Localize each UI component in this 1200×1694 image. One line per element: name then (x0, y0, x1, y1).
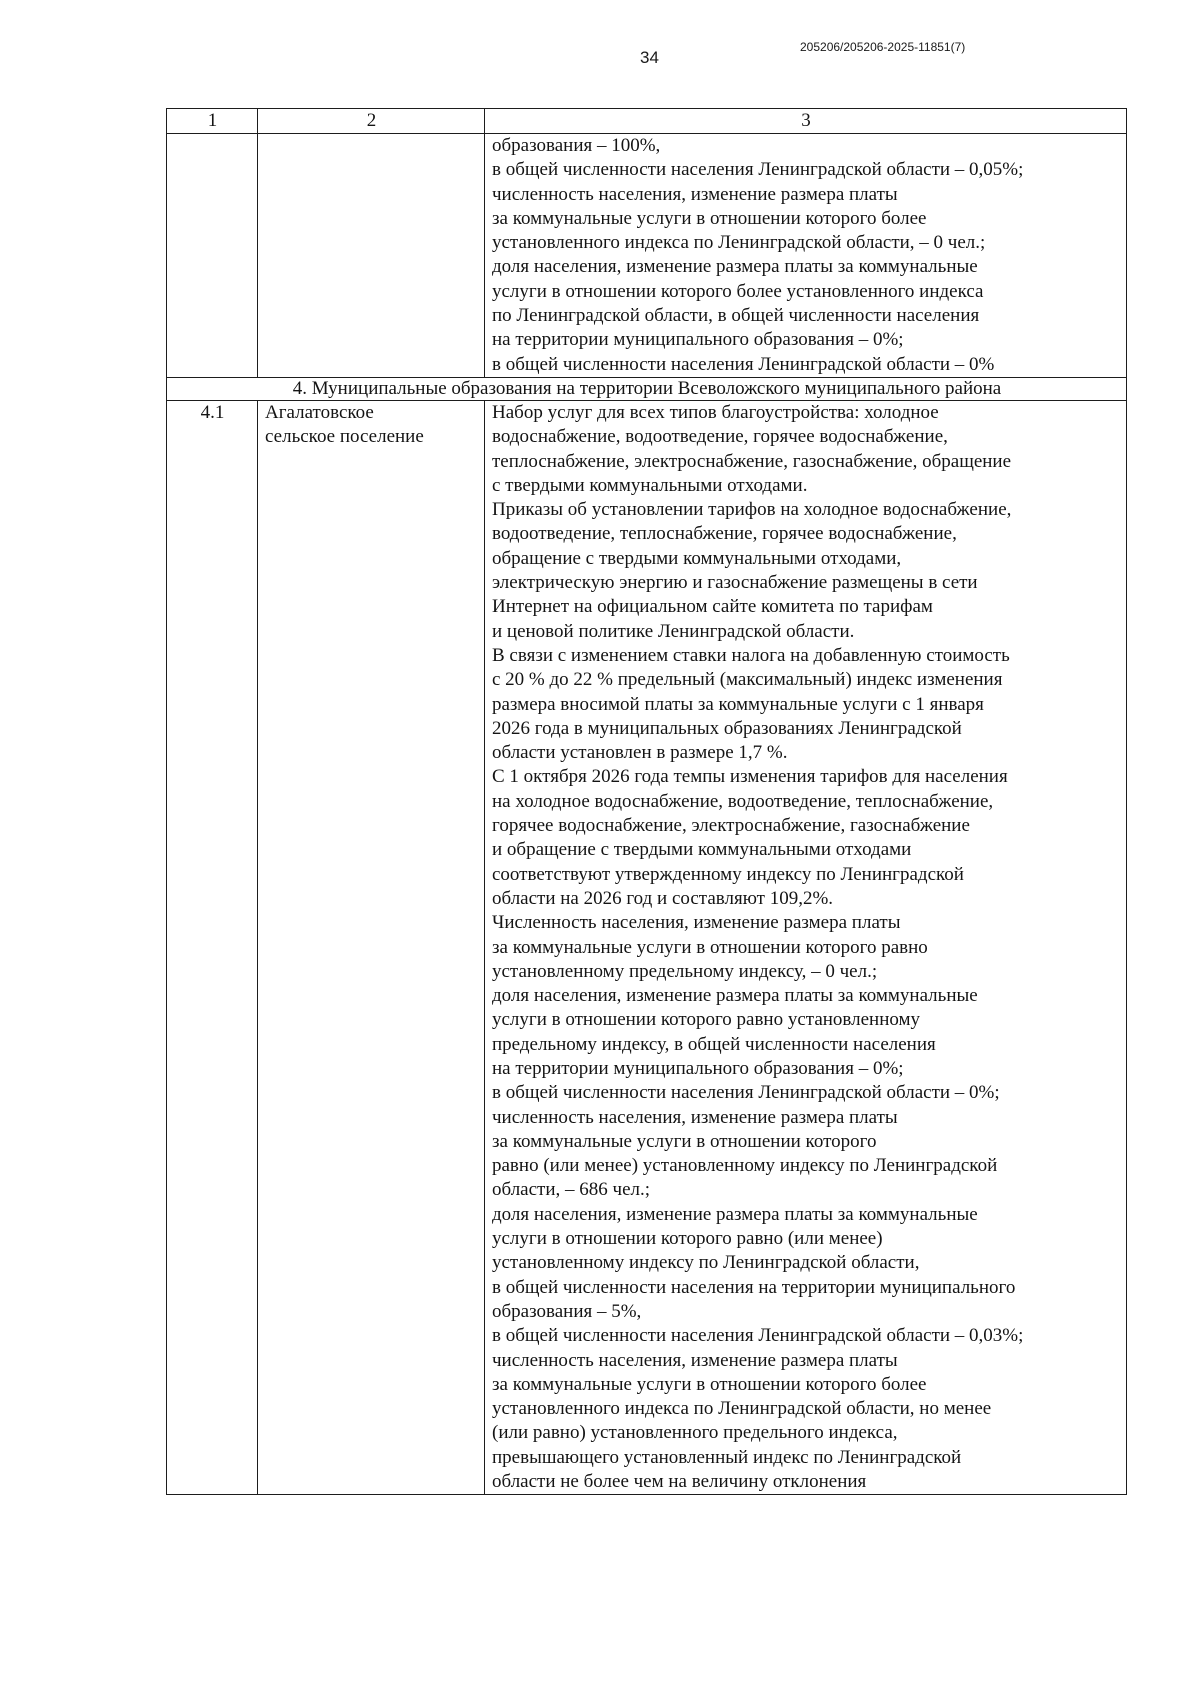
column-header-2: 2 (258, 109, 485, 134)
text-line: за коммунальные услуги в отношении которого (492, 1130, 877, 1152)
text-line: электрическую энергию и газоснабжение размещены в сети (492, 572, 978, 594)
text-line: в общей численности населения Ленинградской области – 0% (492, 353, 995, 375)
name-line: сельское поселение (265, 426, 424, 448)
column-header-1: 1 (167, 109, 258, 134)
text-line: численность населения, изменение размера платы (492, 1349, 898, 1371)
text-line: в общей численности населения Ленинградской области – 0,05%; (492, 159, 1024, 181)
text-line: превышающего установленный индекс по Ленинградской (492, 1446, 962, 1468)
section-heading-row (167, 377, 1127, 400)
text-line: 2026 года в муниципальных образованиях Ленинградской (492, 717, 962, 739)
text-line: в общей численности населения Ленинградской области – 0%; (492, 1082, 1000, 1104)
text-line: на территории муниципального образования – 0%; (492, 1057, 904, 1079)
text-line: с твердыми коммунальными отходами. (492, 474, 808, 496)
text-line: обращение с твердыми коммунальными отходами, (492, 547, 902, 569)
text-line: за коммунальные услуги в отношении которого равно (492, 936, 928, 958)
text-line: и ценовой политике Ленинградской области. (492, 620, 855, 642)
text-line: равно (или менее) установленному индексу по Ленинградской (492, 1155, 998, 1177)
table-header-row (167, 109, 1127, 134)
table-row-continuation (167, 134, 1127, 378)
section-title: 4. Муниципальные образования на территории Всеволожского муниципального района (167, 377, 1127, 400)
text-line: с 20 % до 22 % предельный (максимальный) индекс изменения (492, 669, 1003, 691)
text-line: водоотведение, теплоснабжение, горячее водоснабжение, (492, 523, 957, 545)
row-description-lines (492, 401, 1120, 1494)
municipality-name (265, 401, 478, 450)
continuation-name-cell (258, 134, 485, 378)
text-line: услуги в отношении которого равно установленному (492, 1009, 921, 1031)
text-line: за коммунальные услуги в отношении которого более (492, 1373, 927, 1395)
text-line: и обращение с твердыми коммунальными отходами (492, 839, 912, 861)
table-row-4-1 (167, 400, 1127, 1494)
text-line: области не более чем на величину отклонения (492, 1471, 867, 1493)
continuation-number-cell (167, 134, 258, 378)
text-line: горячее водоснабжение, электроснабжение, газоснабжение (492, 815, 970, 837)
text-line: водоснабжение, водоотведение, горячее водоснабжение, (492, 426, 948, 448)
text-line: услуги в отношении которого более установленного индекса (492, 280, 984, 302)
text-line: установленного индекса по Ленинградской области, но менее (492, 1398, 992, 1420)
municipality-name-cell (258, 400, 485, 1494)
page-number: 34 (640, 48, 659, 67)
text-line: Приказы об установлении тарифов на холодное водоснабжение, (492, 499, 1012, 521)
text-line: в общей численности населения на территории муниципального (492, 1276, 1016, 1298)
text-line: Численность населения, изменение размера платы (492, 912, 901, 934)
row-number: 4.1 (167, 400, 258, 1494)
text-line: области на 2026 год и составляют 109,2%. (492, 887, 834, 909)
text-line: численность населения, изменение размера платы (492, 1106, 898, 1128)
text-line: доля населения, изменение размера платы за коммунальные (492, 256, 978, 278)
text-line: за коммунальные услуги в отношении которого более (492, 207, 927, 229)
text-line: образования – 5%, (492, 1300, 642, 1322)
text-line: области, – 686 чел.; (492, 1179, 651, 1201)
row-description-cell (485, 400, 1127, 1494)
text-line: Интернет на официальном сайте комитета по тарифам (492, 596, 933, 618)
text-line: установленному индексу по Ленинградской области, (492, 1252, 920, 1274)
text-line: В связи с изменением ставки налога на добавленную стоимость (492, 644, 1010, 666)
column-header-3: 3 (485, 109, 1127, 134)
text-line: установленному предельному индексу, – 0 чел.; (492, 960, 878, 982)
text-line: (или равно) установленного предельного индекса, (492, 1422, 898, 1444)
text-line: соответствуют утвержденному индексу по Ленинградской (492, 863, 964, 885)
continuation-text-lines (492, 134, 1120, 377)
text-line: на холодное водоснабжение, водоотведение, теплоснабжение, (492, 790, 994, 812)
text-line: предельному индексу, в общей численности населения (492, 1033, 936, 1055)
text-line: численность населения, изменение размера платы (492, 183, 898, 205)
document-table (166, 108, 1127, 1495)
text-line: С 1 октября 2026 года темпы изменения тарифов для населения (492, 766, 1008, 788)
text-line: в общей численности населения Ленинградской области – 0,03%; (492, 1325, 1024, 1347)
document-id: 205206/205206-2025-11851(7) (800, 40, 966, 54)
text-line: установленного индекса по Ленинградской области, – 0 чел.; (492, 232, 986, 254)
text-line: теплоснабжение, электроснабжение, газоснабжение, обращение (492, 450, 1012, 472)
text-line: Набор услуг для всех типов благоустройства: холодное (492, 401, 939, 423)
text-line: на территории муниципального образования – 0%; (492, 329, 904, 351)
text-line: доля населения, изменение размера платы за коммунальные (492, 1203, 978, 1225)
text-line: доля населения, изменение размера платы за коммунальные (492, 985, 978, 1007)
text-line: образования – 100%, (492, 135, 661, 156)
continuation-text-cell (485, 134, 1127, 378)
name-line: Агалатовское (265, 401, 374, 423)
text-line: размера вносимой платы за коммунальные услуги с 1 января (492, 693, 984, 715)
text-line: услуги в отношении которого равно (или менее) (492, 1228, 883, 1250)
text-line: по Ленинградской области, в общей численности населения (492, 305, 980, 327)
text-line: области установлен в размере 1,7 %. (492, 742, 788, 764)
